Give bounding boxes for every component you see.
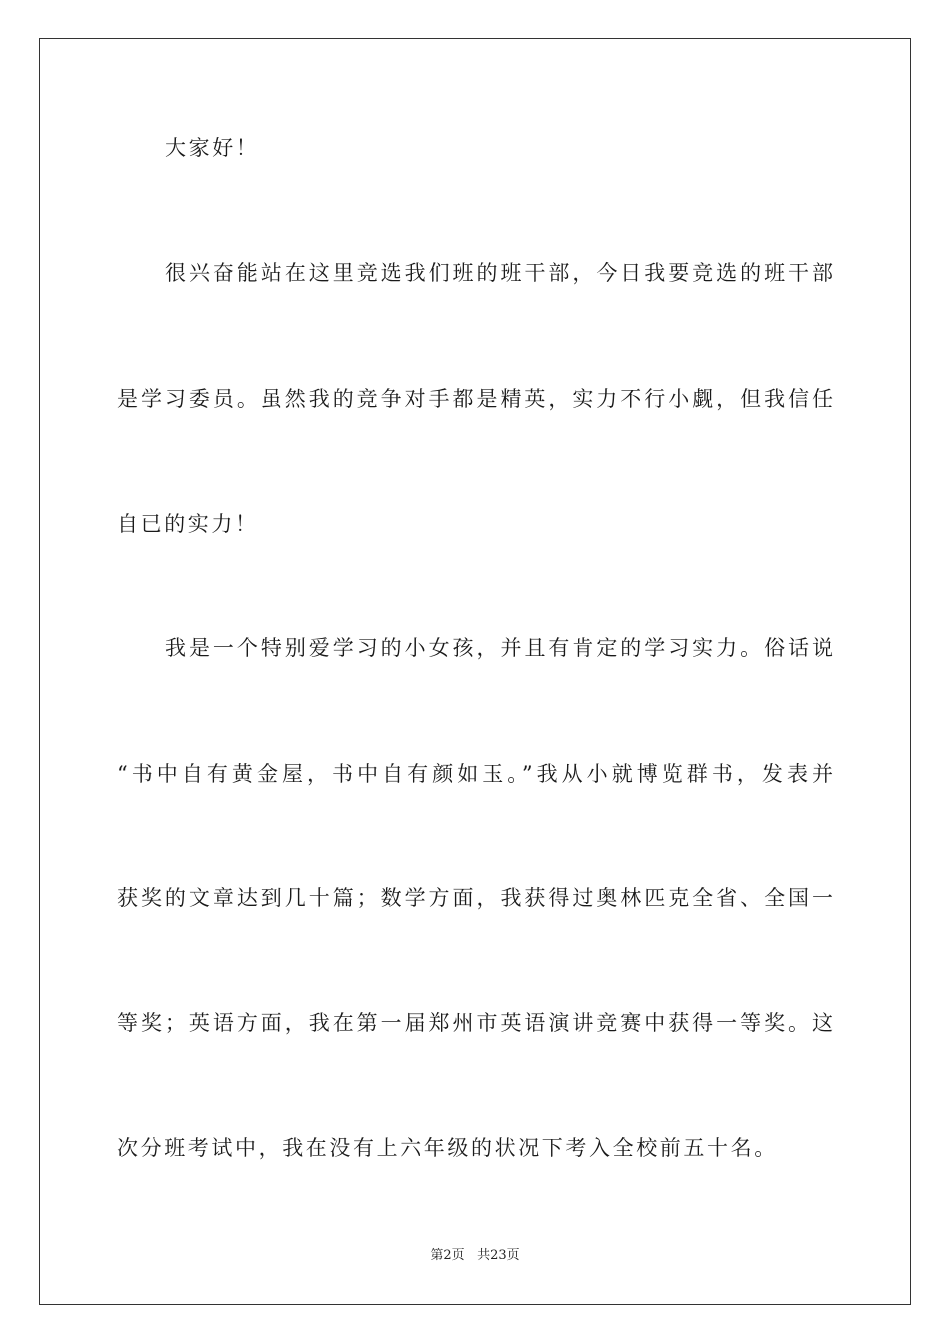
text-line: 很兴奋能站在这里竞选我们班的班干部，今日我要竞选的班干部 xyxy=(165,261,833,285)
page-number: 第2页 xyxy=(430,1248,465,1263)
page-total: 共23页 xyxy=(477,1248,520,1263)
footer-gap xyxy=(465,1248,477,1263)
text-line: “书中自有黄金屋，书中自有颜如玉。”我从小就博览群书，发表并 xyxy=(117,762,833,786)
text-line: 获奖的文章达到几十篇；数学方面，我获得过奥林匹克全省、全国一 xyxy=(117,886,833,910)
text-line: 我是一个特别爱学习的小女孩，并且有肯定的学习实力。俗话说 xyxy=(165,636,833,660)
text-line: 大家好！ xyxy=(165,136,260,160)
page-footer xyxy=(0,1247,950,1265)
text-line: 等奖；英语方面，我在第一届郑州市英语演讲竞赛中获得一等奖。这 xyxy=(117,1011,833,1035)
text-line: 次分班考试中，我在没有上六年级的状况下考入全校前五十名。 xyxy=(117,1136,778,1160)
page-border xyxy=(39,38,911,1305)
text-line: 自已的实力！ xyxy=(117,512,259,536)
text-line: 是学习委员。虽然我的竞争对手都是精英，实力不行小觑，但我信任 xyxy=(117,387,833,411)
